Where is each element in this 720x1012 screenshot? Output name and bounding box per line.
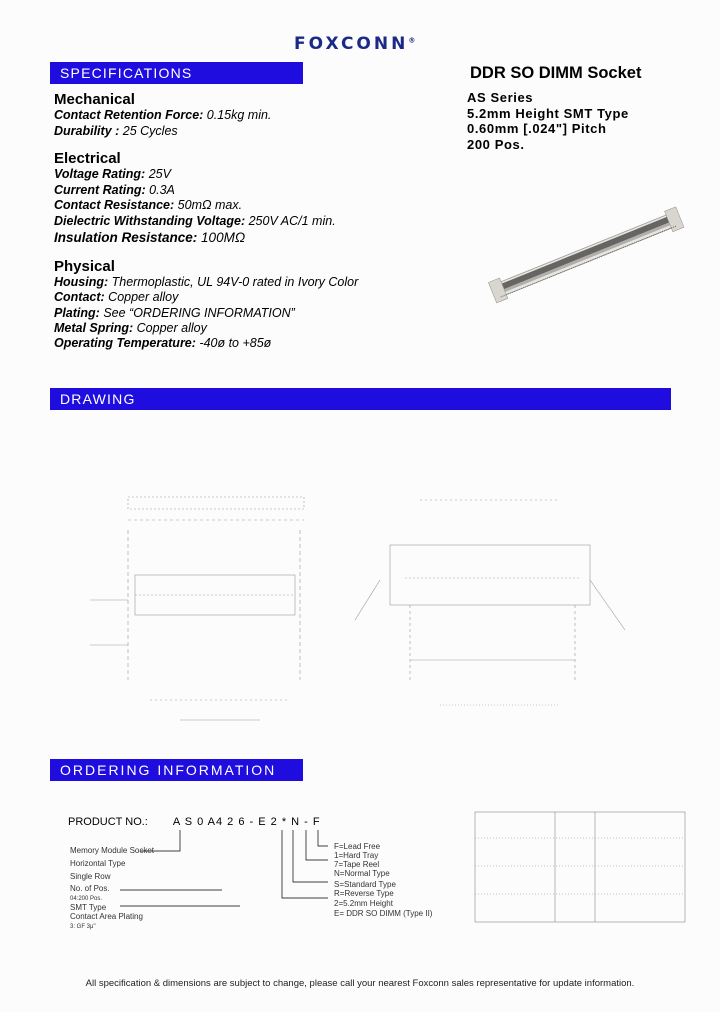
product-number xyxy=(68,816,321,828)
spec-line: Dielectric Withstanding Voltage: 250V AC/1 min. xyxy=(54,214,336,228)
ordering-right-label: N=Normal Type xyxy=(334,869,390,878)
series-line: 0.60mm [.024"] Pitch xyxy=(467,121,607,136)
series-line: 5.2mm Height SMT Type xyxy=(467,105,629,121)
spec-line: Contact Retention Force: 0.15kg min. xyxy=(54,108,272,122)
spec-line: Contact: Copper alloy xyxy=(54,290,179,304)
product-number-label: PRODUCT NO.: xyxy=(68,816,148,828)
ordering-right-label: R=Reverse Type xyxy=(334,889,394,898)
spec-line: Contact Resistance: 50mΩ max. xyxy=(54,198,243,212)
ordering-table xyxy=(475,812,685,922)
product-number-code: A S 0 A4 2 6 - E 2 * N - F xyxy=(172,816,321,828)
ordering-left-label: Contact Area Plating xyxy=(70,912,143,921)
ordering-left-label: 04:200 Pos. xyxy=(70,896,103,902)
ordering-left-label: 3: GF 3μ" xyxy=(70,924,96,930)
specifications-header: SPECIFICATIONS xyxy=(50,62,303,84)
foxconn-logo: FOXCONN® xyxy=(294,34,416,54)
spec-line: Voltage Rating: 25V xyxy=(54,167,171,181)
ordering-right-label: S=Standard Type xyxy=(334,880,396,889)
spec-line: Insulation Resistance: 100MΩ xyxy=(54,230,246,245)
ordering-right-label: F=Lead Free xyxy=(334,842,381,851)
technical-drawing xyxy=(90,497,625,720)
socket-photo xyxy=(488,207,684,303)
physical-heading: Physical xyxy=(54,258,115,275)
spec-line: Metal Spring: Copper alloy xyxy=(54,321,207,335)
ordering-right-label: 1=Hard Tray xyxy=(334,851,379,860)
series-line: AS Series xyxy=(467,90,534,105)
series-line: 200 Pos. xyxy=(467,136,525,152)
ordering-left-label: No. of Pos. xyxy=(70,884,110,893)
ordering-header: ORDERING INFORMATION xyxy=(50,759,303,781)
drawing-header: DRAWING xyxy=(50,388,671,410)
ordering-left-label: Horizontal Type xyxy=(70,859,126,868)
spec-line: Operating Temperature: -40ø to +85ø xyxy=(54,336,272,350)
mechanical-heading: Mechanical xyxy=(54,91,135,108)
spec-line: Housing: Thermoplastic, UL 94V-0 rated in Ivory Color xyxy=(54,275,359,289)
ordering-leaders xyxy=(120,830,328,906)
ordering-right-label: 7=Tape Reel xyxy=(334,860,380,869)
footer-note: All specification & dimensions are subject to change, please call your nearest Foxconn sales representative for update information. xyxy=(85,978,635,989)
ordering-right-label: E= DDR SO DIMM (Type II) xyxy=(334,909,433,918)
ordering-right-label: 2=5.2mm Height xyxy=(334,899,393,908)
ordering-left-label: Memory Module Socket xyxy=(70,846,155,855)
product-title: DDR SO DIMM Socket xyxy=(470,64,642,82)
spec-line: Plating: See “ORDERING INFORMATION” xyxy=(54,306,295,320)
ordering-left-label: SMT Type xyxy=(70,903,107,912)
spec-line: Current Rating: 0.3A xyxy=(54,183,175,197)
ordering-left-label: Single Row xyxy=(70,872,111,881)
electrical-heading: Electrical xyxy=(54,150,121,167)
spec-line: Durability : 25 Cycles xyxy=(54,124,178,138)
